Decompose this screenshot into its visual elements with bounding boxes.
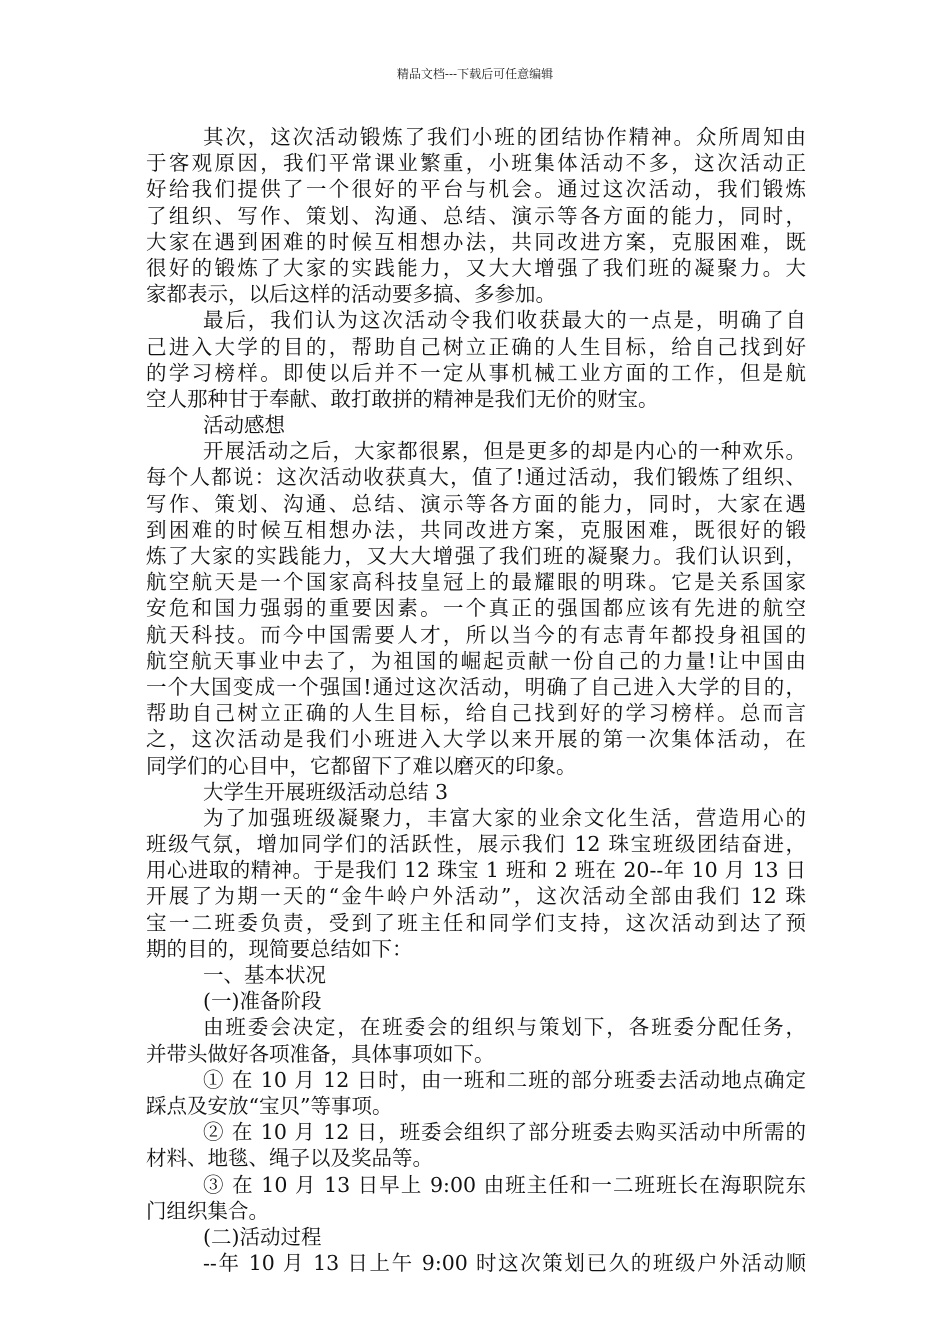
- text-line: 由班委会决定，在班委会的组织与策划下，各班委分配任务，: [203, 1015, 806, 1040]
- text-line: ① 在 10 月 12 日时，由一班和二班的部分班委去活动地点确定: [203, 1067, 806, 1092]
- text-line: 材料、地毯、绳子以及奖品等。: [146, 1146, 433, 1171]
- text-line: 大家在遇到困难的时候互相想办法，共同改进方案，克服困难，既: [146, 229, 806, 254]
- text-line: 踩点及安放“宝贝”等事项。: [146, 1093, 393, 1118]
- text-line: 炼了大家的实践能力，又大大增强了我们班的凝聚力。我们认识到，: [146, 544, 806, 568]
- text-line: 门组织集合。: [146, 1198, 269, 1223]
- text-line: 写作、策划、沟通、总结、演示等各方面的能力，同时，大家在遇: [146, 491, 806, 516]
- text-line: 到困难的时候互相想办法，共同改进方案，克服困难，既很好的锻: [146, 517, 806, 542]
- page-header: 精品文档---下载后可任意编辑: [396, 67, 554, 81]
- text-line: 安危和国力强弱的重要因素。一个真正的强国都应该有先进的航空: [146, 596, 806, 621]
- text-line: 家都表示，以后这样的活动要多搞、多参加。: [146, 282, 556, 307]
- text-line: 帮助自己树立正确的人生目标，给自己找到好的学习榜样。总而言: [146, 701, 806, 726]
- text-line: 好给我们提供了一个很好的平台与机会。通过这次活动，我们锻炼: [146, 177, 806, 202]
- text-line: 大学生开展班级活动总结 3: [203, 779, 449, 804]
- text-line: 并带头做好各项准备，具体事项如下。: [146, 1041, 495, 1066]
- text-line: 一个大国变成一个强国!通过这次活动，明确了自己进入大学的目的，: [146, 674, 806, 699]
- text-line: 每个人都说：这次活动收获真大，值了!通过活动，我们锻炼了组织、: [146, 465, 806, 490]
- text-line: 宝一二班委负责，受到了班主任和同学们支持，这次活动到达了预: [146, 910, 806, 935]
- text-line: 航空航天是一个国家高科技皇冠上的最耀眼的明珠。它是关系国家: [146, 570, 806, 595]
- text-line: 一、基本状况: [203, 963, 326, 987]
- text-line: 航天科技。而今中国需要人才，所以当今的有志青年都投身祖国的: [146, 622, 806, 647]
- text-line: 了组织、写作、策划、沟通、总结、演示等各方面的能力，同时，: [146, 203, 806, 228]
- text-line: 于客观原因，我们平常课业繁重，小班集体活动不多，这次活动正: [146, 151, 806, 176]
- text-line: 之，这次活动是我们小班进入大学以来开展的第一次集体活动，在: [146, 727, 806, 752]
- text-line: 活动感想: [203, 413, 285, 438]
- text-line: 开展了为期一天的“金牛岭户外活动”，这次活动全部由我们 12 珠: [146, 884, 806, 909]
- text-line: --年 10 月 13 日上午 9:00 时这次策划已久的班级户外活动顺: [203, 1251, 806, 1276]
- text-line: 为了加强班级凝聚力，丰富大家的业余文化生活，营造用心的: [203, 805, 806, 830]
- document-body: [146, 124, 806, 1276]
- text-line: 己进入大学的目的，帮助自己树立正确的人生目标，给自己找到好: [146, 334, 806, 359]
- text-line: 班级气氛，增加同学们的活跃性，展示我们 12 珠宝班级团结奋进，: [146, 832, 806, 857]
- text-line: 最后，我们认为这次活动令我们收获最大的一点是，明确了自: [203, 308, 806, 333]
- text-line: 同学们的心目中，它都留下了难以磨灭的印象。: [146, 753, 577, 778]
- text-line: 开展活动之后，大家都很累，但是更多的却是内心的一种欢乐。: [203, 439, 806, 464]
- text-line: 很好的锻炼了大家的实践能力，又大大增强了我们班的凝聚力。大: [146, 255, 806, 280]
- text-line: 航空航天事业中去了，为祖国的崛起贡献一份自己的力量!让中国由: [146, 648, 806, 673]
- text-line: 用心进取的精神。于是我们 12 珠宝 1 班和 2 班在 20--年 10 月 13 日: [146, 858, 806, 883]
- text-line: 的学习榜样。即使以后并不一定从事机械工业方面的工作，但是航: [146, 360, 806, 385]
- text-line: 其次，这次活动锻炼了我们小班的团结协作精神。众所周知由: [203, 125, 806, 149]
- text-line: (一)准备阶段: [203, 989, 322, 1014]
- text-line: (二)活动过程: [203, 1224, 322, 1249]
- text-line: 期的目的，现简要总结如下：: [146, 936, 413, 961]
- text-line: ② 在 10 月 12 日，班委会组织了部分班委去购买活动中所需的: [203, 1120, 806, 1145]
- text-line: 空人那种甘于奉献、敢打敢拼的精神是我们无价的财宝。: [146, 386, 659, 411]
- text-line: ③ 在 10 月 13 日早上 9:00 由班主任和一二班班长在海职院东: [203, 1172, 806, 1197]
